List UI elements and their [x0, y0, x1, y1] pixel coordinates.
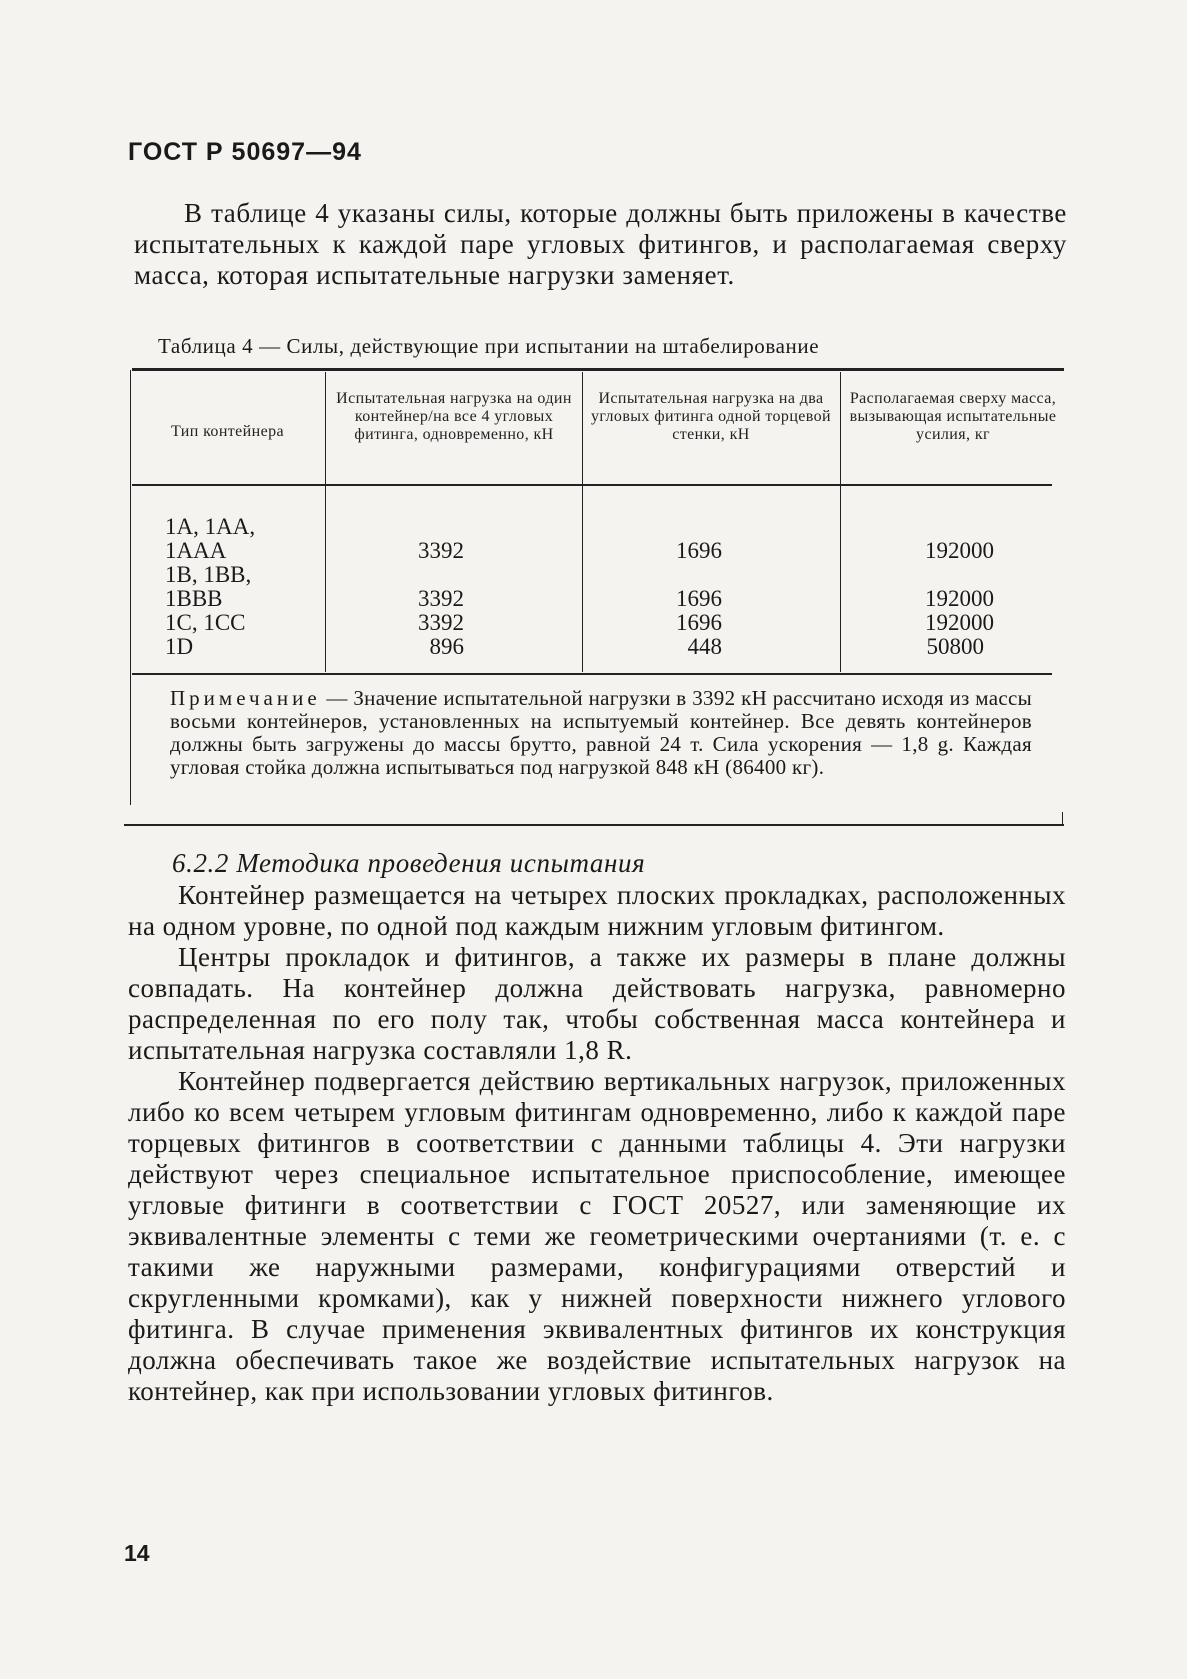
body-paragraph: Контейнер размещается на четырех плоских прокладках, расположенных на одном уровне, по одной под каждым нижним угловым фитингом.: [128, 880, 1066, 941]
table-caption: Таблица 4 — Силы, действующие при испытании на штабелирование: [158, 334, 820, 358]
cell-load-all: 3392: [418, 538, 464, 563]
cell-mass: 192000: [925, 586, 994, 611]
cell-type: 1D: [165, 634, 194, 659]
section-body: [128, 880, 1066, 1407]
cell-load-two: 1696: [676, 586, 722, 611]
cell-type: 1В, 1ВВ,: [165, 562, 252, 587]
table-body-rule: [132, 673, 1052, 675]
table-column-divider: [840, 372, 841, 672]
document-header: ГОСТ Р 50697—94: [128, 138, 362, 166]
table-column-divider: [582, 372, 583, 672]
table-column-divider: [325, 372, 326, 672]
cell-mass: 50800: [926, 634, 984, 659]
note-label: Примечание: [170, 686, 321, 710]
page-number: 14: [124, 1540, 150, 1566]
cell-load-all: 3392: [418, 586, 464, 611]
cell-load-two: 1696: [676, 610, 722, 635]
cell-type: 1ААА: [165, 538, 227, 563]
column-header-load-all: Испытательная нагрузка на один контейнер/на все 4 угловых фитинга, одновременно, кН: [336, 390, 572, 443]
cell-type: 1ВВВ: [165, 586, 223, 611]
cell-load-two: 1696: [676, 538, 722, 563]
note-text: — Значение испытательной нагрузки в 3392 кН рассчитано исходя из массы восьми контейнеров, установленных на испытуемый контейнер. Все девять контейнеров должны быть загружены до массы брутто, равной 24 т. Сила ускорения — 1,8 g. Каждая угловая стойка должна испытываться под нагрузкой 848 кН (86400 кг).: [170, 686, 1032, 779]
table-rule-bottom: [124, 824, 1064, 826]
column-header-type: Тип контейнера: [170, 423, 285, 440]
section-heading: 6.2.2 Методика проведения испытания: [172, 848, 646, 878]
column-header-mass: Располагаемая сверху масса, вызывающая испытательные усилия, кг: [849, 390, 1057, 443]
table-rule-top: [132, 368, 1064, 371]
cell-mass: 192000: [925, 610, 994, 635]
cell-type: 1С, 1СС: [165, 610, 246, 635]
column-header-load-two: Испытательная нагрузка на два угловых фитинга одной торцевой стенки, кН: [590, 390, 831, 443]
table-header-rule: [132, 484, 1052, 486]
cell-load-all: 3392: [418, 610, 464, 635]
intro-paragraph: В таблице 4 указаны силы, которые должны быть приложены в качестве испытательных к каждой паре угловых фитингов, и располагаемая сверху масса, которая испытательные нагрузки заменяет.: [134, 198, 1067, 290]
table-left-border: [130, 370, 131, 805]
table-note: [170, 687, 1032, 779]
cell-load-two: 448: [687, 634, 722, 659]
cell-load-all: 896: [429, 634, 464, 659]
cell-type: 1А, 1АА,: [165, 514, 256, 539]
cell-mass: 192000: [925, 538, 994, 563]
body-paragraph: Контейнер подвергается действию вертикальных нагрузок, приложенных либо ко всем четырем угловым фитингам одновременно, либо к каждой паре торцевых фитингов в соответствии с данными таблицы 4. Эти нагрузки действуют через специальное испытательное приспособление, имеющее угловые фитинги в соответствии с ГОСТ 20527, или заменяющие их эквивалентные элементы с теми же геометрическими очертаниями (т. е. с такими же наружными размерами, конфигурациями отверстий и скругленными кромками), как у нижней поверхности нижнего углового фитинга. В случае применения эквивалентных фитингов их конструкция должна обеспечивать такое же воздействие испытательных нагрузок на контейнер, как при использовании угловых фитингов.: [128, 1066, 1066, 1406]
body-paragraph: Центры прокладок и фитингов, а также их размеры в плане должны совпадать. На контейнер должна действовать нагрузка, равномерно распределенная по его полу так, чтобы собственная масса контейнера и испытательная нагрузка составляли 1,8 R.: [128, 942, 1066, 1065]
